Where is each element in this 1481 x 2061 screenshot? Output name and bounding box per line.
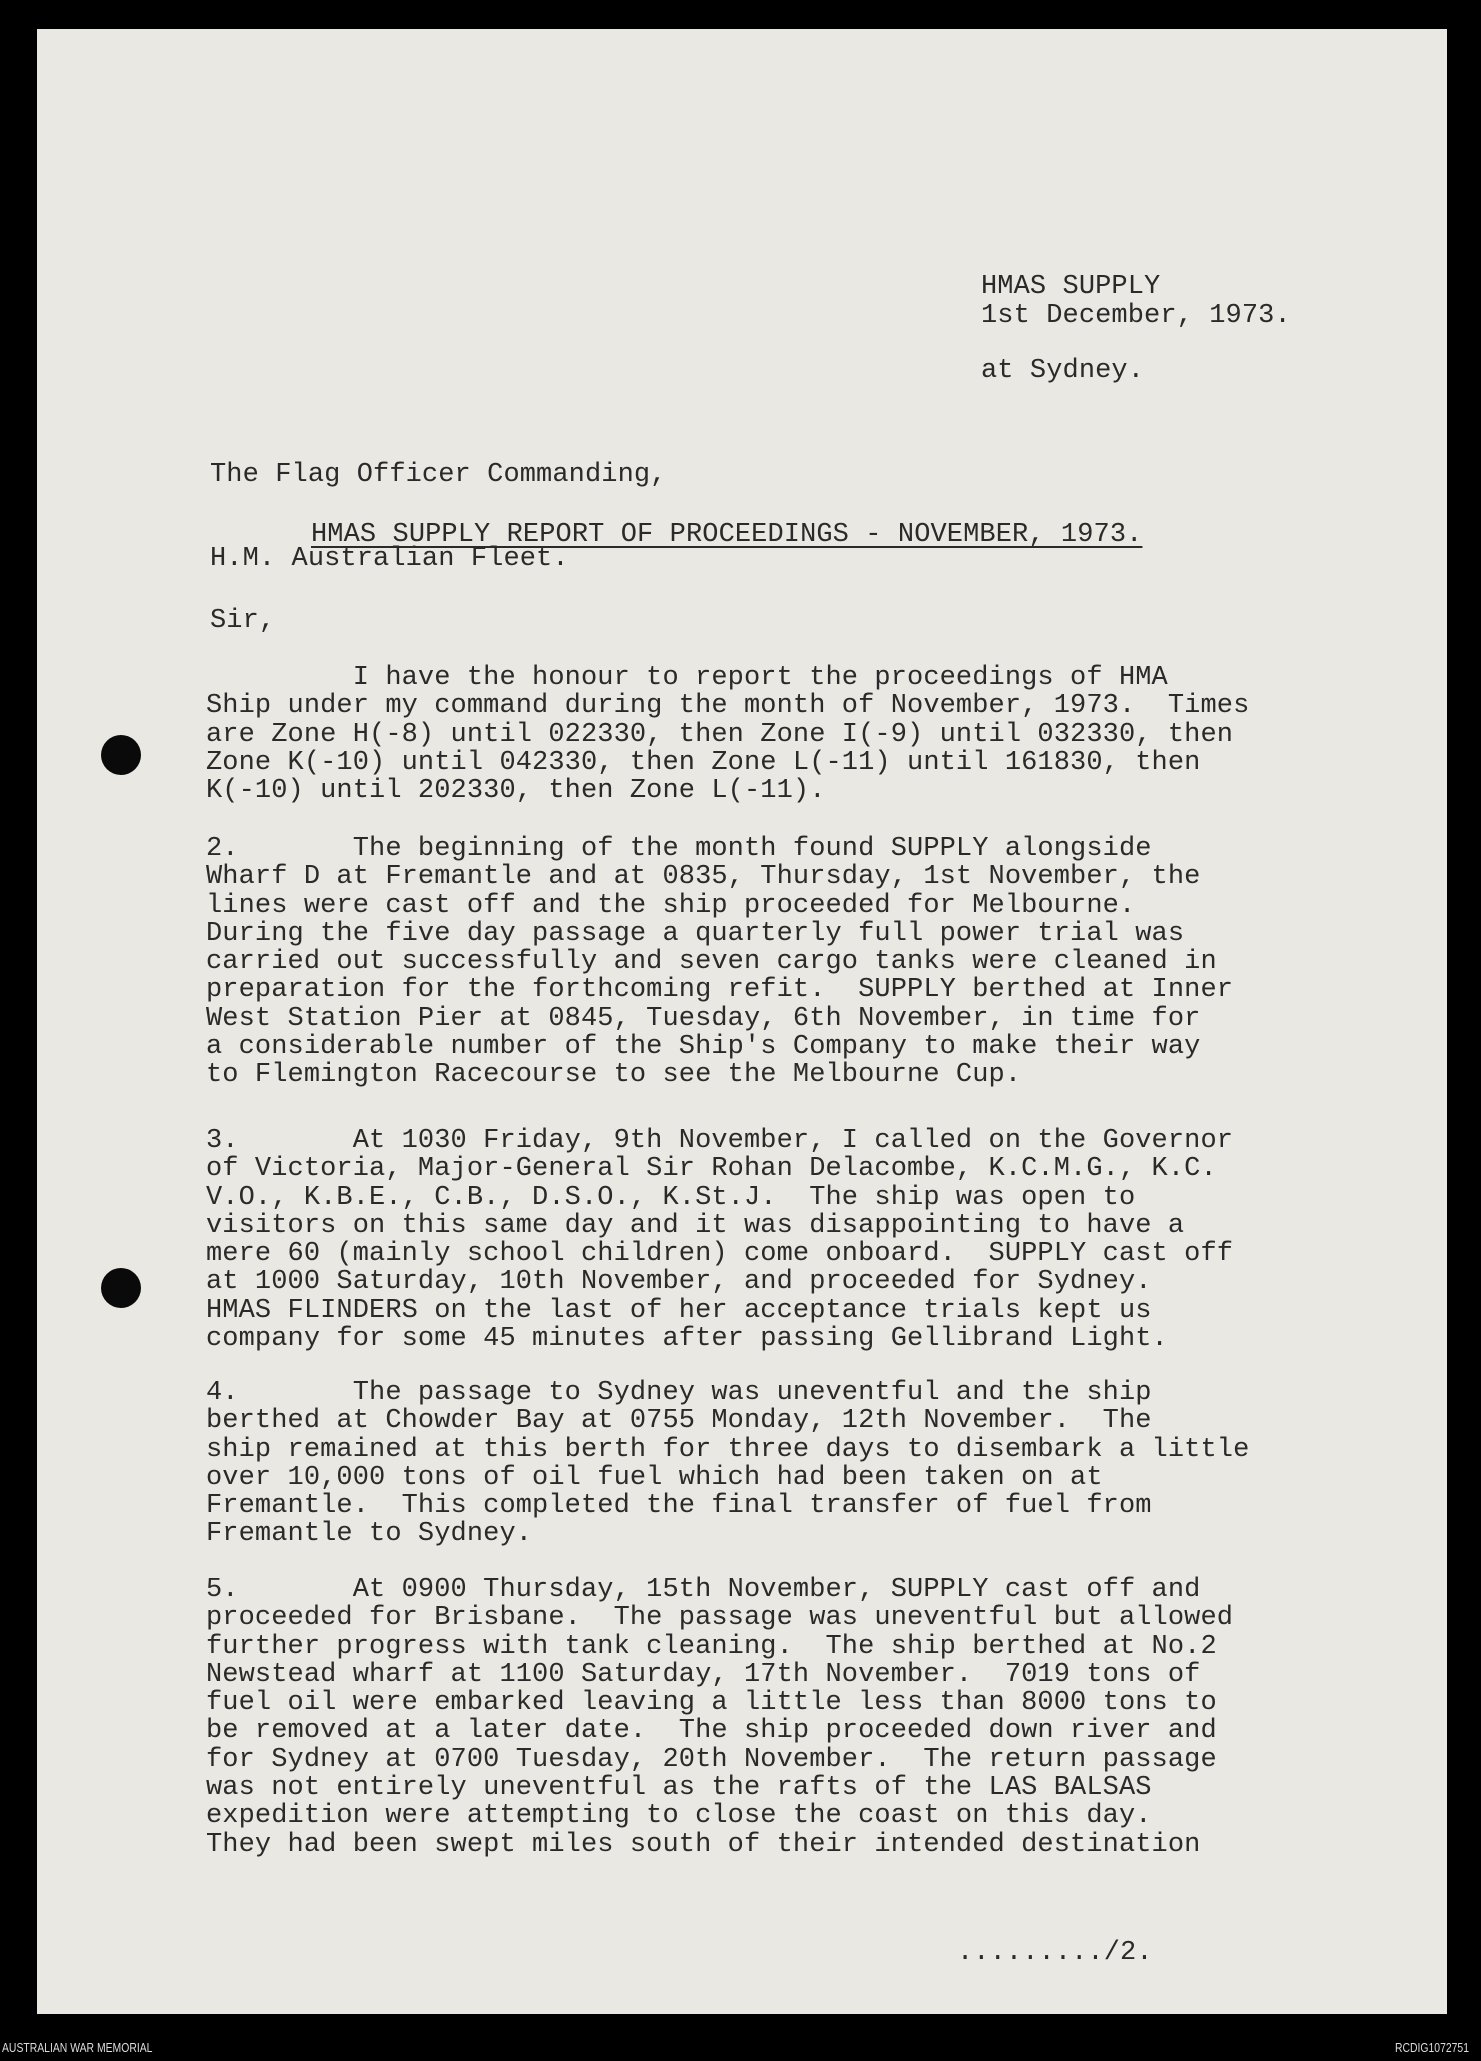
letter-date: 1st December, 1973. — [981, 301, 1291, 331]
addressee-block — [210, 404, 666, 602]
continuation-marker: ........./2. — [957, 1938, 1153, 1968]
paragraph-line: berthed at Chowder Bay at 0755 Monday, 12th November. The — [206, 1406, 1152, 1437]
paragraph-line: for Sydney at 0700 Tuesday, 20th November. The return passage — [206, 1744, 1217, 1775]
paragraph-line: visitors on this same day and it was disappointing to have a — [206, 1210, 1185, 1241]
ship-name: HMAS SUPPLY — [981, 271, 1161, 302]
paragraph-line: over 10,000 tons of oil fuel which had been taken on at — [206, 1462, 1103, 1493]
paragraph-line: During the five day passage a quarterly full power trial was — [206, 918, 1185, 949]
paragraph-2 — [206, 835, 1233, 1090]
paragraph-line: lines were cast off and the ship proceeded for Melbourne. — [206, 890, 1136, 921]
paragraph-line: was not entirely uneventful as the rafts of the LAS BALSAS — [206, 1773, 1152, 1804]
paragraph-line: be removed at a later date. The ship proceeded down river and — [206, 1716, 1217, 1747]
paragraph-line: Fremantle to Sydney. — [206, 1519, 533, 1550]
paragraph-line: 3. At 1030 Friday, 9th November, I called on the Governor — [206, 1126, 1234, 1156]
paragraph-line: Newstead wharf at 1100 Saturday, 17th November. 7019 tons of — [206, 1659, 1201, 1690]
paragraph-line: V.O., K.B.E., C.B., D.S.O., K.St.J. The ship was open to — [206, 1182, 1136, 1213]
paragraph-line: fuel oil were embarked leaving a little less than 8000 tons to — [206, 1688, 1217, 1719]
paragraph-line: further progress with tank cleaning. The ship berthed at No.2 — [206, 1631, 1217, 1662]
paragraph-line: HMAS FLINDERS on the last of her acceptance trials kept us — [206, 1295, 1152, 1326]
paragraph-line: a considerable number of the Ship's Company to make their way — [206, 1032, 1201, 1063]
paragraph-line: 5. At 0900 Thursday, 15th November, SUPPLY cast off and — [206, 1575, 1201, 1605]
paragraph-line: Fremantle. This completed the final transfer of fuel from — [206, 1491, 1152, 1522]
paragraph-line: are Zone H(-8) until 022330, then Zone I(-9) until 032330, then — [206, 719, 1234, 750]
addressee-line: The Flag Officer Commanding, — [210, 459, 667, 490]
paragraph-line: ship remained at this berth for three days to disembark a little — [206, 1434, 1250, 1465]
paragraph-line: K(-10) until 202330, then Zone L(-11). — [206, 776, 826, 807]
paragraph-line: Ship under my command during the month of November, 1973. Times — [206, 691, 1250, 722]
paragraph-line: I have the honour to report the proceedings of HMA — [206, 663, 1168, 693]
punch-hole — [101, 735, 141, 775]
paragraph-line: company for some 45 minutes after passing Gellibrand Light. — [206, 1324, 1168, 1355]
paragraph-line: to Flemington Racecourse to see the Melbourne Cup. — [206, 1060, 1022, 1091]
paragraph-line: expedition were attempting to close the coast on this day. — [206, 1801, 1152, 1832]
paragraph-line: mere 60 (mainly school children) come onboard. SUPPLY cast off — [206, 1239, 1234, 1270]
footer-institution: AUSTRALIAN WAR MEMORIAL — [2, 2040, 153, 2055]
footer-record-id: RCDIG1072751 — [1395, 2040, 1469, 2055]
paragraph-line: carried out successfully and seven cargo tanks were cleaned in — [206, 947, 1217, 978]
paragraph-3 — [206, 1127, 1233, 1353]
paragraph-line: of Victoria, Major-General Sir Rohan Delacombe, K.C.M.G., K.C. — [206, 1154, 1217, 1185]
report-title: HMAS SUPPLY REPORT OF PROCEEDINGS - NOVEMBER, 1973. — [311, 520, 1143, 550]
paragraph-line: Wharf D at Fremantle and at 0835, Thursday, 1st November, the — [206, 862, 1201, 893]
paragraph-line: Zone K(-10) until 042330, then Zone L(-11) until 161830, then — [206, 747, 1201, 778]
punch-hole — [101, 1268, 141, 1308]
addressee-line: H.M. Australian Fleet. — [210, 544, 569, 575]
paragraph-4 — [206, 1379, 1249, 1549]
salutation: Sir, — [210, 606, 276, 636]
paragraph-line: preparation for the forthcoming refit. SUPPLY berthed at Inner — [206, 975, 1234, 1006]
paragraph-line: proceeded for Brisbane. The passage was uneventful but allowed — [206, 1603, 1234, 1634]
paragraph-line: West Station Pier at 0845, Tuesday, 6th November, in time for — [206, 1003, 1201, 1034]
paragraph-5 — [206, 1576, 1233, 1859]
paragraph-line: at 1000 Saturday, 10th November, and proceeded for Sydney. — [206, 1267, 1152, 1298]
paragraph-line: They had been swept miles south of their intended destination — [206, 1829, 1201, 1860]
paragraph-line: 2. The beginning of the month found SUPPLY alongside — [206, 834, 1152, 864]
paragraph-1 — [206, 664, 1249, 805]
paragraph-line: 4. The passage to Sydney was uneventful and the ship — [206, 1378, 1152, 1408]
ship-location: at Sydney. — [981, 356, 1145, 387]
